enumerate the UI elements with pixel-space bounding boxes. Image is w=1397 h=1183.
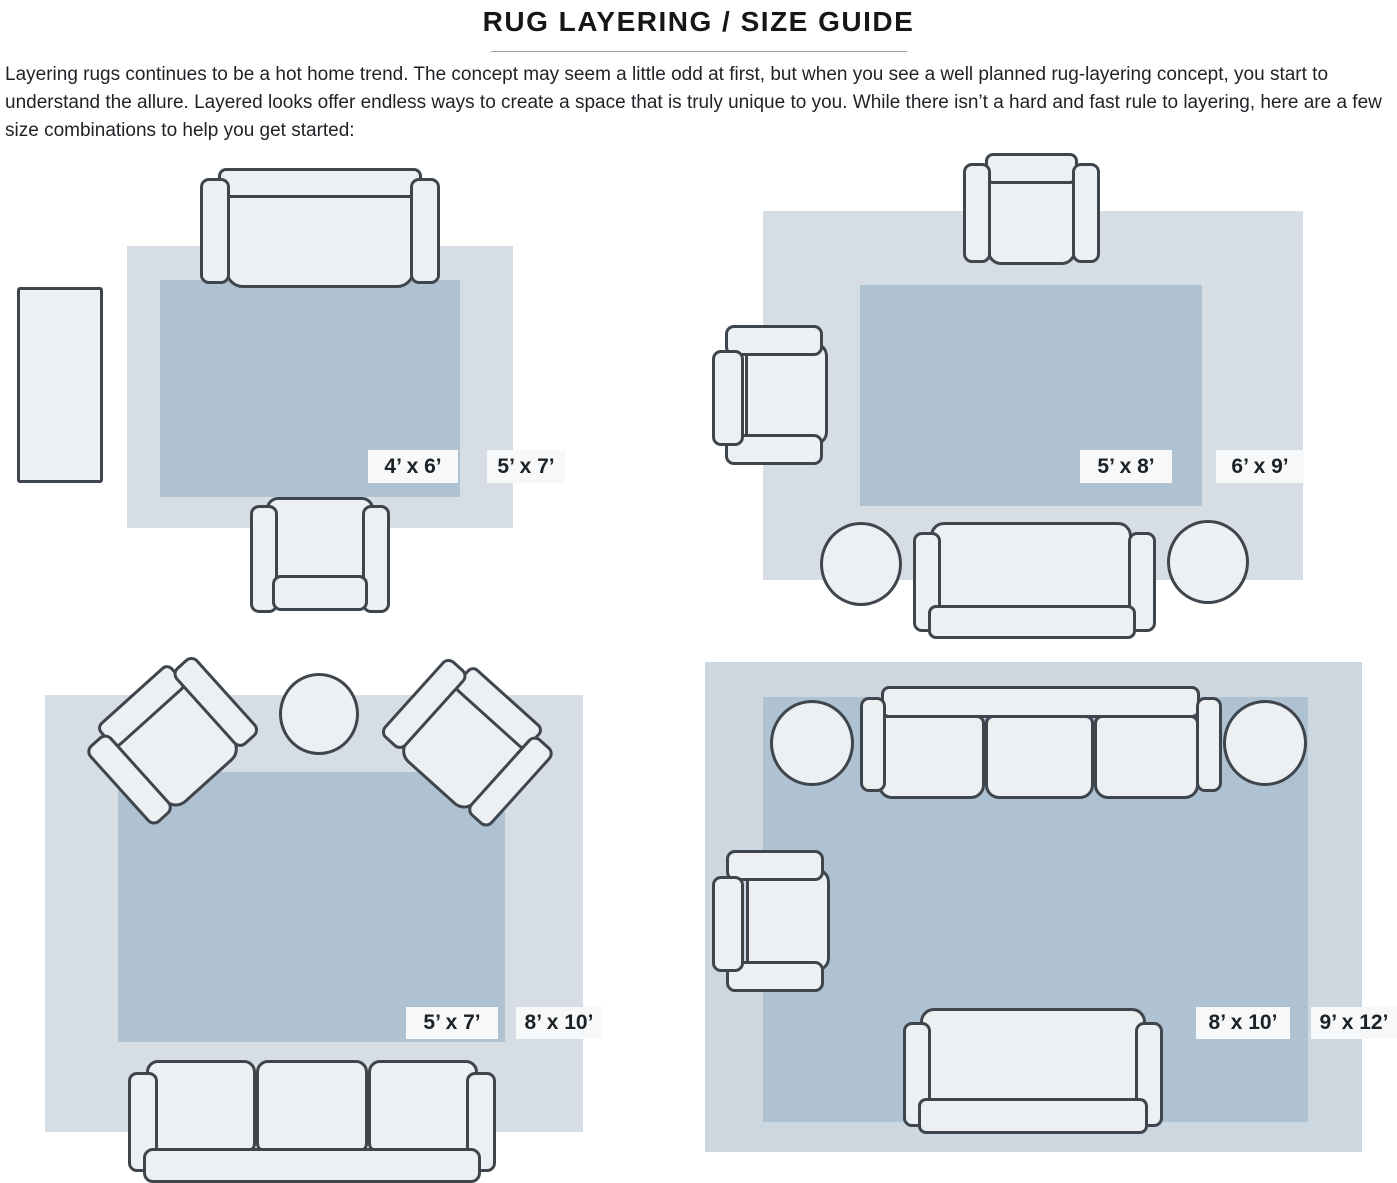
sofa-bottom xyxy=(128,1060,496,1183)
sofa-cushion-2 xyxy=(256,1060,368,1152)
size-label-outer: 5’ x 7’ xyxy=(487,450,565,483)
armchair-back xyxy=(985,153,1078,184)
size-label-inner: 4’ x 6’ xyxy=(368,450,458,483)
sofa-back xyxy=(218,168,422,198)
sofa-bottom xyxy=(913,522,1156,640)
sofa-top xyxy=(200,168,440,288)
round-table-center xyxy=(279,673,359,755)
size-label-outer: 9’ x 12’ xyxy=(1311,1007,1397,1039)
size-label-inner: 5’ x 7’ xyxy=(406,1007,498,1039)
armchair-back xyxy=(712,350,744,446)
size-label-inner: 8’ x 10’ xyxy=(1196,1007,1290,1039)
armchair-top xyxy=(963,153,1100,265)
size-label-outer: 8’ x 10’ xyxy=(516,1007,602,1039)
console-table xyxy=(17,287,103,483)
sofa-cushion-1 xyxy=(878,715,985,799)
sofa-arm-left xyxy=(200,178,230,284)
sofa-top xyxy=(860,686,1222,798)
round-table-left xyxy=(770,700,854,786)
sofa-cushion-2 xyxy=(985,715,1094,799)
sofa-back xyxy=(918,1098,1148,1134)
armchair-arm-top xyxy=(726,850,824,881)
round-table-right xyxy=(1223,700,1307,786)
armchair-arm-left xyxy=(963,163,991,263)
sofa-seat xyxy=(920,1008,1146,1108)
round-table-right xyxy=(1167,520,1249,604)
armchair-seat xyxy=(746,868,830,972)
round-table-left xyxy=(820,522,902,606)
armchair-arm-right xyxy=(1072,163,1100,263)
sofa-arm-right xyxy=(1196,697,1222,792)
armchair-back xyxy=(272,575,368,611)
page-title: RUG LAYERING / SIZE GUIDE xyxy=(482,6,915,37)
sofa-cushion-3 xyxy=(368,1060,478,1152)
sofa-seat xyxy=(225,193,415,288)
size-label-inner: 5’ x 8’ xyxy=(1080,450,1172,483)
sofa-seat xyxy=(930,522,1132,617)
sofa-cushion-3 xyxy=(1094,715,1199,799)
size-label-outer: 6’ x 9’ xyxy=(1216,450,1304,483)
sofa-cushion-1 xyxy=(146,1060,256,1152)
armchair-seat xyxy=(987,178,1076,265)
armchair-bottom xyxy=(250,495,390,613)
sofa-back xyxy=(881,686,1200,718)
armchair-seat xyxy=(745,342,828,446)
sofa-arm-right xyxy=(410,178,440,284)
sofa-bottom xyxy=(903,1008,1163,1152)
sofa-arm-left xyxy=(860,697,886,792)
armchair-left xyxy=(712,325,828,465)
armchair-left xyxy=(712,850,830,992)
sofa-back xyxy=(143,1148,481,1183)
sofa-back xyxy=(928,605,1136,639)
intro-text: Layering rugs continues to be a hot home trend. The concept may seem a little odd at first, but when you see a well planned rug-layering concept, you start to understand the allure. Layered looks offer endless ways to create a space that is truly unique to you. While there isn’t a hard and fast rule to layering, here are a few size combinations to help you get started: xyxy=(5,64,1382,141)
armchair-back xyxy=(712,876,744,972)
